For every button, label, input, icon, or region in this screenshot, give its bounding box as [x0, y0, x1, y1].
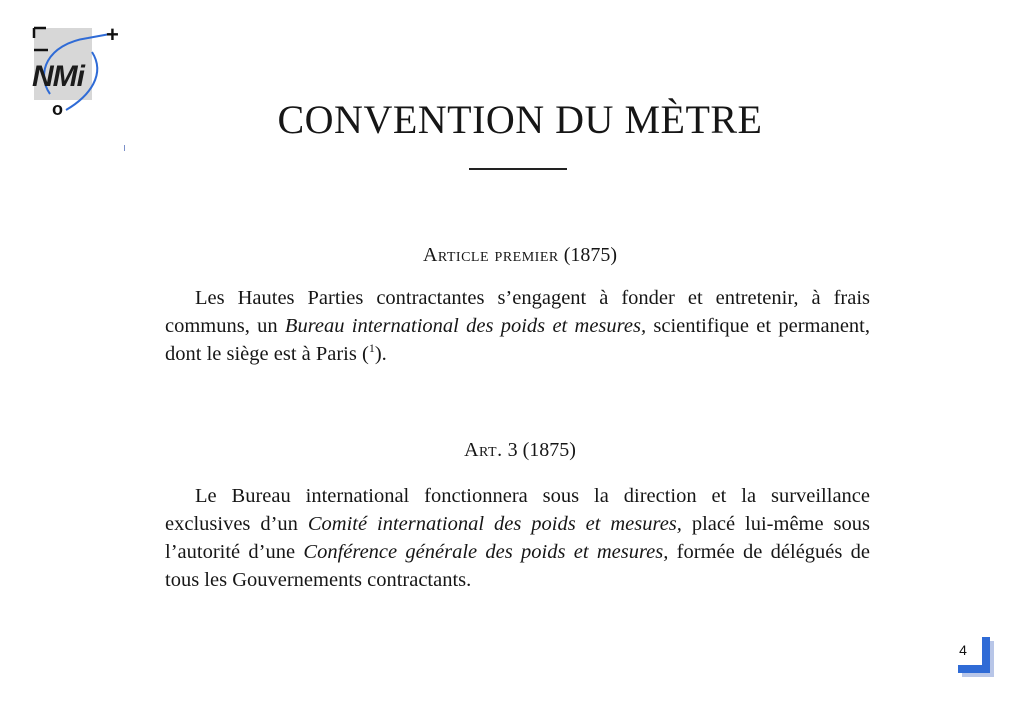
article-heading-label: Art. [464, 439, 503, 461]
article-heading-year: 3 (1875) [507, 439, 576, 461]
paragraph-italic: Conférence générale des poids et mesures, [303, 541, 669, 563]
logo-text: NMi [32, 60, 84, 93]
logo-plus-sign: + [106, 22, 119, 47]
article-heading-label: Article premier [422, 244, 559, 266]
title-underline [469, 168, 567, 170]
paragraph-text: Les Hautes Parties contractantes s’engagent à fonder et entretenir, à frais communs, un [165, 287, 870, 337]
paragraph-text: formée de délégués de tous les Gouvernements contractants. [165, 541, 871, 591]
footnote-marker: 1 [368, 341, 375, 356]
article-paragraph [165, 482, 870, 594]
document-title: CONVENTION DU MÈTRE [277, 97, 763, 142]
paragraph-text: placé lui-même sous l’autorité d’une [165, 513, 870, 563]
paragraph-italic: Bureau international des poids et mesures, [284, 315, 647, 337]
paragraph-text: ). [374, 343, 387, 365]
logo-zero-sign: o [52, 99, 63, 119]
article-paragraph [165, 284, 870, 368]
page-number: 4 [959, 642, 967, 658]
paragraph-italic: Comité international des poids et mesures, [307, 513, 682, 535]
article-heading [200, 245, 840, 265]
article-heading [200, 440, 840, 460]
paragraph-text: Le Bureau international fonctionnera sous la direction et la surveillance exclusives d’un [165, 485, 870, 535]
decorative-mark [124, 145, 125, 151]
paragraph-text: scientifique et permanent, dont le siège est à Paris ( [165, 315, 870, 365]
article-heading-year: (1875) [563, 244, 618, 266]
